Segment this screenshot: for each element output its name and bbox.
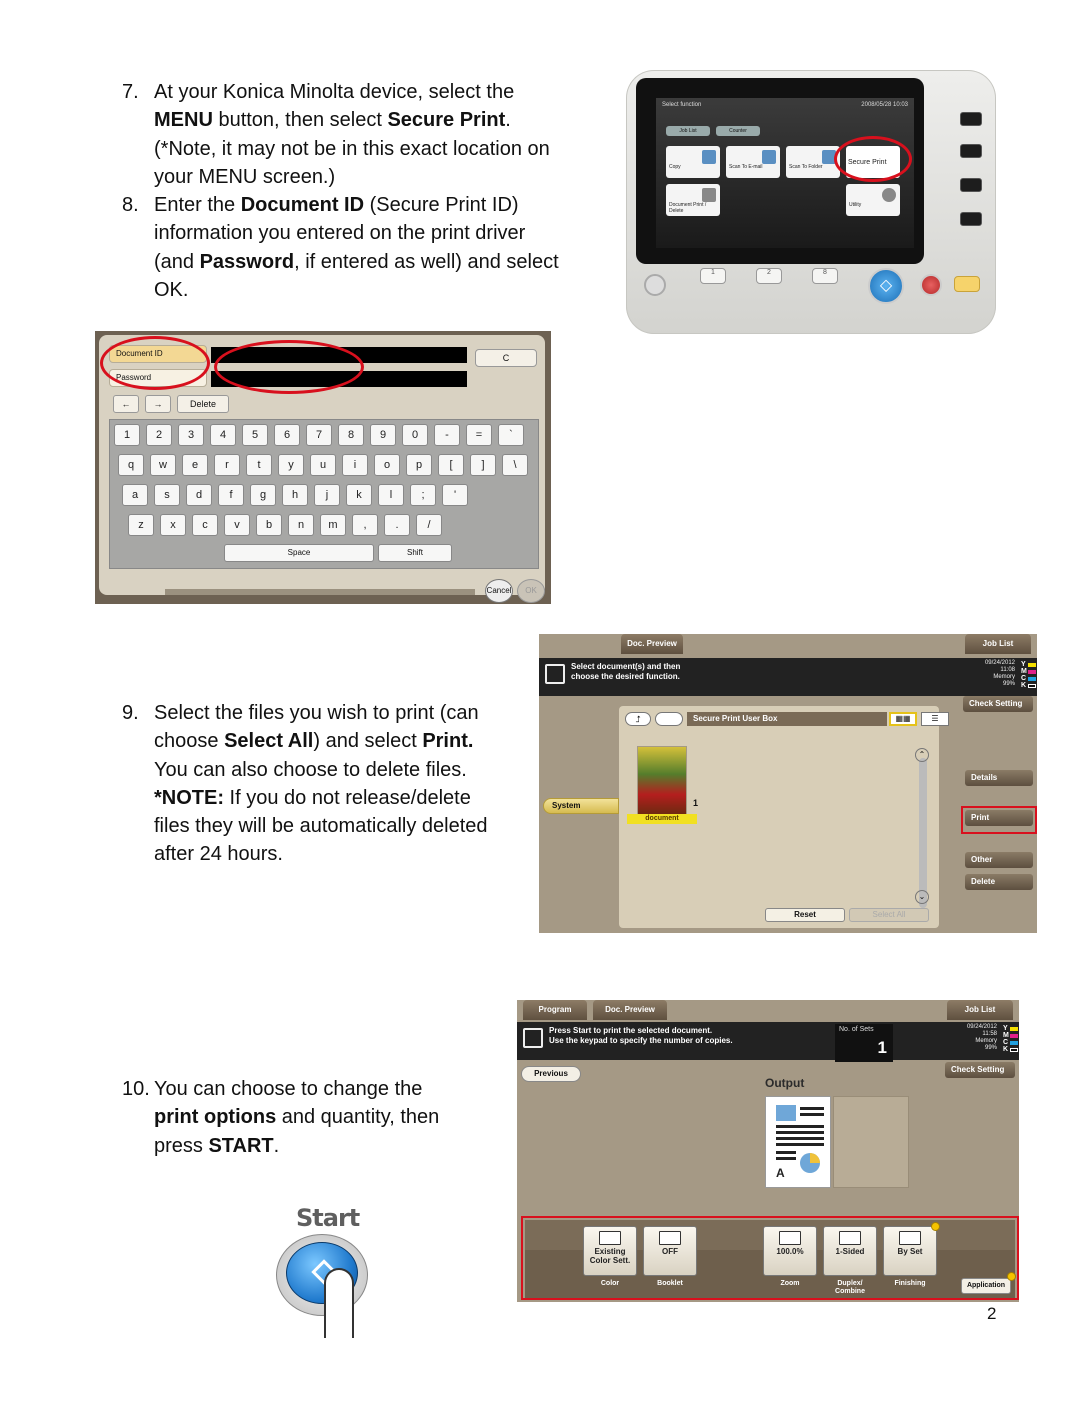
device-screen-title: Select function: [662, 102, 702, 108]
device-stop-button[interactable]: [920, 274, 942, 296]
device-side-button-4[interactable]: [960, 212, 982, 226]
output-status-date: 09/24/2012: [966, 1024, 997, 1030]
step-text: (and: [154, 250, 200, 273]
step-text: ) and select: [313, 730, 423, 753]
device-tile-copy-label: Copy: [669, 164, 681, 170]
ok-button[interactable]: OK: [517, 579, 545, 603]
step-text: At your Konica Minolta device, select the: [154, 81, 515, 103]
sets-value: 1: [877, 1038, 887, 1057]
step-text: (Secure Print ID): [364, 194, 519, 216]
step-line: [154, 163, 550, 191]
key-4-8[interactable]: ,: [352, 514, 378, 536]
step-bold-text: *NOTE:: [154, 786, 224, 809]
document-label: document: [627, 814, 697, 824]
output-message-line-1: Press Start to print the selected document.: [549, 1026, 713, 1035]
print-button[interactable]: Print: [965, 810, 1033, 826]
gear-icon: [882, 188, 896, 202]
key-3-8[interactable]: k: [346, 484, 372, 506]
key-4-4[interactable]: v: [224, 514, 250, 536]
step-line: [154, 276, 559, 304]
tab-program[interactable]: Program: [523, 1000, 587, 1020]
document-icon-out: [523, 1028, 543, 1048]
select-all-button[interactable]: Select All: [849, 908, 929, 922]
step-text: after 24 hours.: [154, 843, 283, 866]
key-4-7[interactable]: m: [320, 514, 346, 536]
step-text: your MENU screen.): [154, 165, 336, 188]
document-id-button[interactable]: Document ID: [109, 345, 207, 363]
details-button[interactable]: Details: [965, 770, 1033, 786]
step-text: You can choose to change the: [154, 1078, 423, 1100]
step-line: [154, 78, 550, 106]
cursor-right-button[interactable]: →: [145, 395, 171, 413]
list-icon: ☰: [931, 714, 939, 723]
output-status-memory-label: Memory: [975, 1038, 997, 1044]
box-file-pane: [619, 706, 939, 928]
keyboard-keys: [109, 419, 539, 569]
duplex-combine-value: 1-Sided: [835, 1247, 865, 1256]
device-tile-utility[interactable]: [846, 184, 900, 216]
key-1-7[interactable]: 7: [306, 424, 332, 446]
color-icon: [599, 1231, 621, 1245]
key-2-8[interactable]: i: [342, 454, 368, 476]
svg-text:A: A: [776, 1166, 785, 1180]
key-3-6[interactable]: h: [282, 484, 308, 506]
step-number: 8.: [122, 194, 139, 216]
step-line: [154, 784, 488, 812]
konica-device-image: [626, 70, 996, 334]
booklet-option-button[interactable]: [643, 1226, 697, 1276]
key-1-2[interactable]: 2: [146, 424, 172, 446]
step-text: (*Note, it may not be in this exact location on: [154, 137, 550, 160]
key-2-9[interactable]: o: [374, 454, 400, 476]
key-2-7[interactable]: u: [310, 454, 336, 476]
key-3-4[interactable]: f: [218, 484, 244, 506]
step-body: [154, 1075, 439, 1160]
key-2-6[interactable]: y: [278, 454, 304, 476]
status-memory-label: Memory: [993, 674, 1015, 680]
box-type-button[interactable]: [655, 712, 683, 726]
cursor-left-button[interactable]: ←: [113, 395, 139, 413]
step-text: Enter the: [154, 194, 241, 216]
status-readout: [985, 660, 1015, 688]
key-3-7[interactable]: j: [314, 484, 340, 506]
key-3-10[interactable]: ;: [410, 484, 436, 506]
step-line: [154, 1075, 439, 1103]
key-1-13[interactable]: `: [498, 424, 524, 446]
shift-key[interactable]: Shift: [378, 544, 452, 562]
booklet-icon: [659, 1231, 681, 1245]
tab-job-list-out[interactable]: Job List: [947, 1000, 1013, 1020]
step-text: Select the files you wish to print (can: [154, 702, 479, 724]
toner-levels: [1021, 661, 1033, 689]
step-line: [154, 1132, 439, 1160]
color-option-button[interactable]: [583, 1226, 637, 1276]
step-line: [154, 812, 488, 840]
key-1-8[interactable]: 8: [338, 424, 364, 446]
finishing-icon: [899, 1231, 921, 1245]
output-screen: [517, 1000, 1019, 1302]
sets-label: No. of Sets: [839, 1026, 874, 1033]
key-4-10[interactable]: /: [416, 514, 442, 536]
device-key-2[interactable]: 2: [756, 268, 782, 284]
key-2-2[interactable]: w: [150, 454, 176, 476]
tab-doc-preview-out[interactable]: Doc. Preview: [593, 1000, 667, 1020]
zoom-value: 100.0%: [776, 1247, 804, 1256]
step-line: [154, 699, 488, 727]
output-toner-k: K: [1003, 1046, 1015, 1053]
step-line: [154, 840, 488, 868]
output-status-readout: [967, 1024, 997, 1052]
duplex-combine-icon: [839, 1231, 861, 1245]
step-text: OK.: [154, 278, 189, 301]
step-bold-text: Secure Print: [387, 109, 506, 132]
reset-button[interactable]: Reset: [765, 908, 845, 922]
device-tile-copy[interactable]: [666, 146, 720, 178]
step-9: [122, 699, 542, 871]
step-text: .: [505, 109, 511, 132]
device-side-button-2[interactable]: [960, 144, 982, 158]
list-view-button[interactable]: [921, 712, 949, 726]
device-tab-job-list[interactable]: Job List: [666, 126, 710, 136]
output-toner-y: Y: [1003, 1025, 1015, 1032]
key-2-4[interactable]: r: [214, 454, 240, 476]
key-4-2[interactable]: x: [160, 514, 186, 536]
device-tile-scan-email-label: Scan To E-mail: [729, 164, 763, 170]
step-line: [154, 191, 559, 219]
step-text: choose: [154, 730, 225, 753]
space-key[interactable]: Space: [224, 544, 374, 562]
device-access-key[interactable]: [954, 276, 980, 292]
application-button[interactable]: Application: [961, 1278, 1011, 1294]
step-7: [122, 78, 592, 194]
device-tile-secure-print-label: Secure Print: [848, 159, 887, 166]
device-key-3[interactable]: 8: [812, 268, 838, 284]
step-bold-text: Document ID: [240, 194, 365, 216]
toner-c: C: [1021, 675, 1033, 682]
key-1-9[interactable]: 9: [370, 424, 396, 446]
step-text: If you do not release/delete: [224, 786, 471, 809]
toner-k: K: [1021, 682, 1033, 689]
step-line: [154, 106, 550, 134]
step-bold-text: MENU: [154, 109, 213, 132]
previous-button[interactable]: Previous: [521, 1066, 581, 1082]
duplex-combine-option-button[interactable]: [823, 1226, 877, 1276]
other-button[interactable]: Other: [965, 852, 1033, 868]
message-line-1: Select document(s) and then: [571, 662, 681, 671]
step-bold-text: START: [208, 1134, 274, 1157]
device-tile-utility-label: Utility: [849, 202, 862, 208]
device-side-button-1[interactable]: [960, 112, 982, 126]
output-label: Output: [765, 1076, 805, 1090]
step-line: [154, 727, 488, 755]
key-1-5[interactable]: 5: [242, 424, 268, 446]
status-memory: 99%: [1002, 681, 1015, 687]
step-text: , if entered as well) and select: [294, 250, 559, 273]
document-count: 1: [693, 798, 699, 808]
step-number: 9.: [122, 702, 139, 724]
secure-print-highlight: [834, 136, 912, 182]
output-toner-m: M: [1003, 1032, 1015, 1039]
step-line: [154, 756, 488, 784]
key-4-3[interactable]: c: [192, 514, 218, 536]
device-power-button[interactable]: [644, 274, 666, 296]
key-2-13[interactable]: \: [502, 454, 528, 476]
key-3-3[interactable]: d: [186, 484, 212, 506]
step-line: [154, 219, 559, 247]
document-thumbnail[interactable]: [637, 746, 687, 816]
document-icon: [545, 664, 565, 684]
key-1-3[interactable]: 3: [178, 424, 204, 446]
step-10: [122, 1075, 502, 1163]
toner-y: Y: [1021, 661, 1033, 668]
step-body: [154, 78, 550, 191]
zoom-caption: Zoom: [780, 1280, 800, 1287]
key-4-5[interactable]: b: [256, 514, 282, 536]
cancel-button[interactable]: Cancel: [485, 579, 513, 603]
scroll-down-icon[interactable]: ⌄: [915, 890, 929, 904]
device-tile-scan-folder-label: Scan To Folder: [789, 164, 823, 170]
finger-icon: [324, 1268, 354, 1338]
up-arrow-icon: ⮥: [635, 714, 641, 724]
page-preview-icon: [766, 1097, 832, 1189]
device-start-button[interactable]: ◇: [868, 268, 904, 304]
step-text: button, then select: [212, 109, 388, 132]
key-1-12[interactable]: =: [466, 424, 492, 446]
step-8: [122, 191, 592, 307]
printer-icon: [702, 188, 716, 202]
output-message-line-2: Use the keypad to specify the number of copies.: [549, 1036, 733, 1045]
box-title: Secure Print User Box: [687, 712, 887, 726]
step-text: information you entered on the print driver: [154, 222, 526, 245]
step-number: 7.: [122, 81, 139, 103]
finishing-caption: Finishing: [894, 1280, 926, 1287]
key-2-12[interactable]: ]: [470, 454, 496, 476]
status-date: 09/24/2012: [984, 660, 1015, 666]
output-toner-levels: [1003, 1025, 1015, 1053]
key-3-2[interactable]: s: [154, 484, 180, 506]
duplex-combine-caption: Duplex/ Combine: [835, 1280, 865, 1295]
booklet-caption: Booklet: [657, 1280, 683, 1287]
delete-file-button[interactable]: Delete: [965, 874, 1033, 890]
key-2-11[interactable]: [: [438, 454, 464, 476]
output-page-backdrop: [833, 1096, 909, 1188]
keyboard-scrollbar[interactable]: [165, 589, 475, 595]
system-button[interactable]: System: [543, 798, 619, 814]
step-line: [154, 135, 550, 163]
step-number: 10.: [122, 1078, 150, 1100]
toner-m: M: [1021, 668, 1033, 675]
message-line-2: choose the desired function.: [571, 672, 680, 681]
key-1-6[interactable]: 6: [274, 424, 300, 446]
key-2-3[interactable]: e: [182, 454, 208, 476]
message-bar: [539, 658, 1037, 696]
key-3-5[interactable]: g: [250, 484, 276, 506]
document-id-highlight: [100, 336, 210, 390]
zoom-option-button[interactable]: [763, 1226, 817, 1276]
step-line: [154, 248, 559, 276]
key-1-1[interactable]: 1: [114, 424, 140, 446]
key-2-10[interactable]: p: [406, 454, 432, 476]
step-body: [154, 699, 488, 869]
finishing-option-button[interactable]: [883, 1226, 937, 1276]
finishing-value: By Set: [897, 1247, 923, 1256]
device-tile-scan-email[interactable]: [726, 146, 780, 178]
thumbnail-view-button[interactable]: [889, 712, 917, 726]
output-status-memory: 99%: [984, 1045, 997, 1051]
number-of-sets[interactable]: [835, 1024, 893, 1062]
up-folder-button[interactable]: [625, 712, 651, 726]
step-bold-text: Print.: [422, 730, 474, 753]
zoom-icon: [779, 1231, 801, 1245]
step-line: [154, 1103, 439, 1131]
start-button-illustration: [270, 1204, 380, 1336]
delete-button[interactable]: Delete: [177, 395, 229, 413]
page-number: 2: [987, 1304, 997, 1323]
key-2-5[interactable]: t: [246, 454, 272, 476]
key-4-6[interactable]: n: [288, 514, 314, 536]
step-text: files they will be automatically deleted: [154, 815, 488, 838]
key-3-11[interactable]: ': [442, 484, 468, 506]
step-text: and quantity, then: [276, 1106, 440, 1129]
step-text: You can also choose to delete files.: [154, 758, 467, 781]
scroll-up-icon[interactable]: ⌃: [915, 748, 929, 762]
step-bold-text: Password: [199, 250, 295, 273]
key-1-10[interactable]: 0: [402, 424, 428, 446]
print-highlight: [961, 806, 1037, 834]
booklet-value: OFF: [662, 1247, 678, 1256]
copy-icon: [702, 150, 716, 164]
check-setting-button-out[interactable]: Check Setting: [945, 1062, 1015, 1078]
device-tile-scan-folder[interactable]: [786, 146, 840, 178]
key-3-1[interactable]: a: [122, 484, 148, 506]
output-toner-c: C: [1003, 1039, 1015, 1046]
check-setting-button[interactable]: Check Setting: [963, 696, 1033, 712]
key-4-9[interactable]: .: [384, 514, 410, 536]
device-tile-document-label: Document Print / Delete: [669, 202, 707, 214]
scan-email-icon: [762, 150, 776, 164]
grid-icon: ▦▦: [895, 714, 911, 723]
output-page-preview: [765, 1096, 831, 1188]
device-tile-document-print-delete[interactable]: [666, 184, 720, 216]
device-tab-counter[interactable]: Counter: [716, 126, 760, 136]
color-caption: Color: [600, 1280, 620, 1287]
output-status-time: 11:58: [982, 1031, 997, 1037]
step-bold-text: Select All: [224, 730, 314, 753]
document-id-field-highlight: [214, 340, 364, 394]
key-2-1[interactable]: q: [118, 454, 144, 476]
step-text: .: [273, 1134, 280, 1157]
tab-job-list[interactable]: Job List: [965, 634, 1031, 654]
start-label: Start: [296, 1204, 360, 1232]
password-button[interactable]: Password: [109, 369, 207, 387]
key-1-11[interactable]: -: [434, 424, 460, 446]
tab-doc-preview[interactable]: Doc. Preview: [621, 634, 683, 654]
file-scrollbar[interactable]: [919, 758, 927, 908]
key-4-1[interactable]: z: [128, 514, 154, 536]
step-body: [154, 191, 559, 304]
device-side-button-3[interactable]: [960, 178, 982, 192]
output-message-bar: [517, 1022, 1019, 1060]
key-3-9[interactable]: l: [378, 484, 404, 506]
clear-button[interactable]: C: [475, 349, 537, 367]
message-text: [571, 662, 680, 682]
device-screen-time: 2008/05/28 10:03: [861, 102, 908, 108]
step-bold-text: print options: [154, 1106, 277, 1129]
key-1-4[interactable]: 4: [210, 424, 236, 446]
device-key-1[interactable]: 1: [700, 268, 726, 284]
color-value: Existing Color Sett.: [589, 1247, 631, 1265]
step-text: press: [154, 1134, 209, 1157]
secure-print-box-screen: [539, 634, 1037, 933]
output-message-text: [549, 1026, 733, 1046]
finishing-indicator: [931, 1222, 940, 1231]
status-time: 11:08: [1000, 667, 1015, 673]
